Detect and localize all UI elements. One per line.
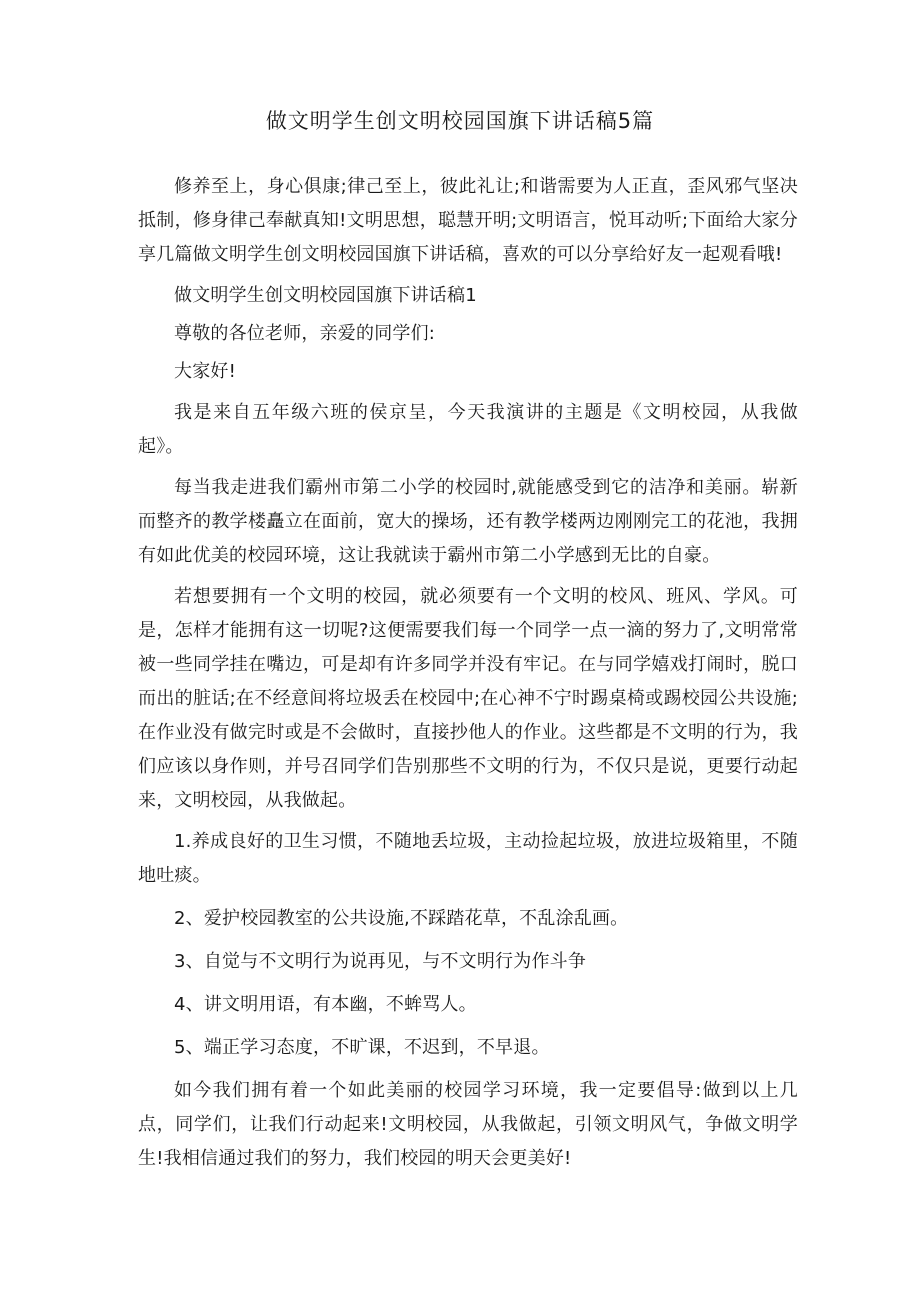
list-item: 1.养成良好的卫生习惯，不随地丢垃圾，主动捡起垃圾，放进垃圾箱里，不随地吐痰。 (138, 831, 798, 886)
document-title: 做文明学生创文明校园国旗下讲话稿5篇 (265, 109, 655, 133)
list-item: 4、讲文明用语，有本幽，不蛑骂人。 (174, 994, 477, 1015)
document-body (138, 170, 798, 1183)
list-item: 5、端正学习态度，不旷课，不迟到，不早退。 (174, 1037, 550, 1058)
list-item: 2、爱护校园教室的公共设施,不踩踏花草，不乱涂乱画。 (174, 908, 629, 929)
body-paragraph: 若想要拥有一个文明的校园，就必须要有一个文明的校风、班风、学风。可是，怎样才能拥有这一切呢?这便需要我们每一个同学一点一滴的努力了,文明常常被一些同学挂在嘴边，可是却有许多同学并没有牢记。在与同学嬉戏打闹时，脱口而出的脏话;在不经意间将垃圾丢在校园中;在心神不宁时踢桌椅或踢校园公共设施;在作业没有做完时或是不会做时，直接抄他人的作业。这些都是不文明的行为，我们应该以身作则，并号召同学们告别那些不文明的行为，不仅只是说，更要行动起来，文明校园，从我做起。 (138, 586, 798, 811)
greeting: 大家好! (174, 361, 237, 382)
speech-heading: 做文明学生创文明校园国旗下讲话稿1 (174, 285, 477, 306)
body-paragraph: 每当我走进我们霸州市第二小学的校园时,就能感受到它的洁净和美丽。崭新而整齐的教学楼矗立在面前，宽大的操场，还有教学楼两边刚刚完工的花池，我拥有如此优美的校园环境，这让我就读于霸州市第二小学感到无比的自豪。 (138, 477, 798, 566)
closing-paragraph: 如今我们拥有着一个如此美丽的校园学习环境，我一定要倡导:做到以上几点，同学们，让我们行动起来!文明校园，从我做起，引领文明风气，争做文明学生!我相信通过我们的努力，我们校园的明天会更美好! (138, 1080, 798, 1169)
list-item: 3、自觉与不文明行为说再见，与不文明行为作斗争 (174, 951, 587, 972)
body-paragraph: 我是来自五年级六班的侯京呈，今天我演讲的主题是《文明校园，从我做起》。 (138, 402, 798, 457)
intro-paragraph: 修养至上，身心俱康;律己至上，彼此礼让;和谐需要为人正直，歪风邪气坚决抵制，修身律己奉献真知!文明思想，聪慧开明;文明语言，悦耳动听;下面给大家分享几篇做文明学生创文明校园国旗下讲话稿，喜欢的可以分享给好友一起观看哦! (138, 176, 798, 265)
salutation: 尊敬的各位老师，亲爱的同学们: (174, 323, 436, 344)
